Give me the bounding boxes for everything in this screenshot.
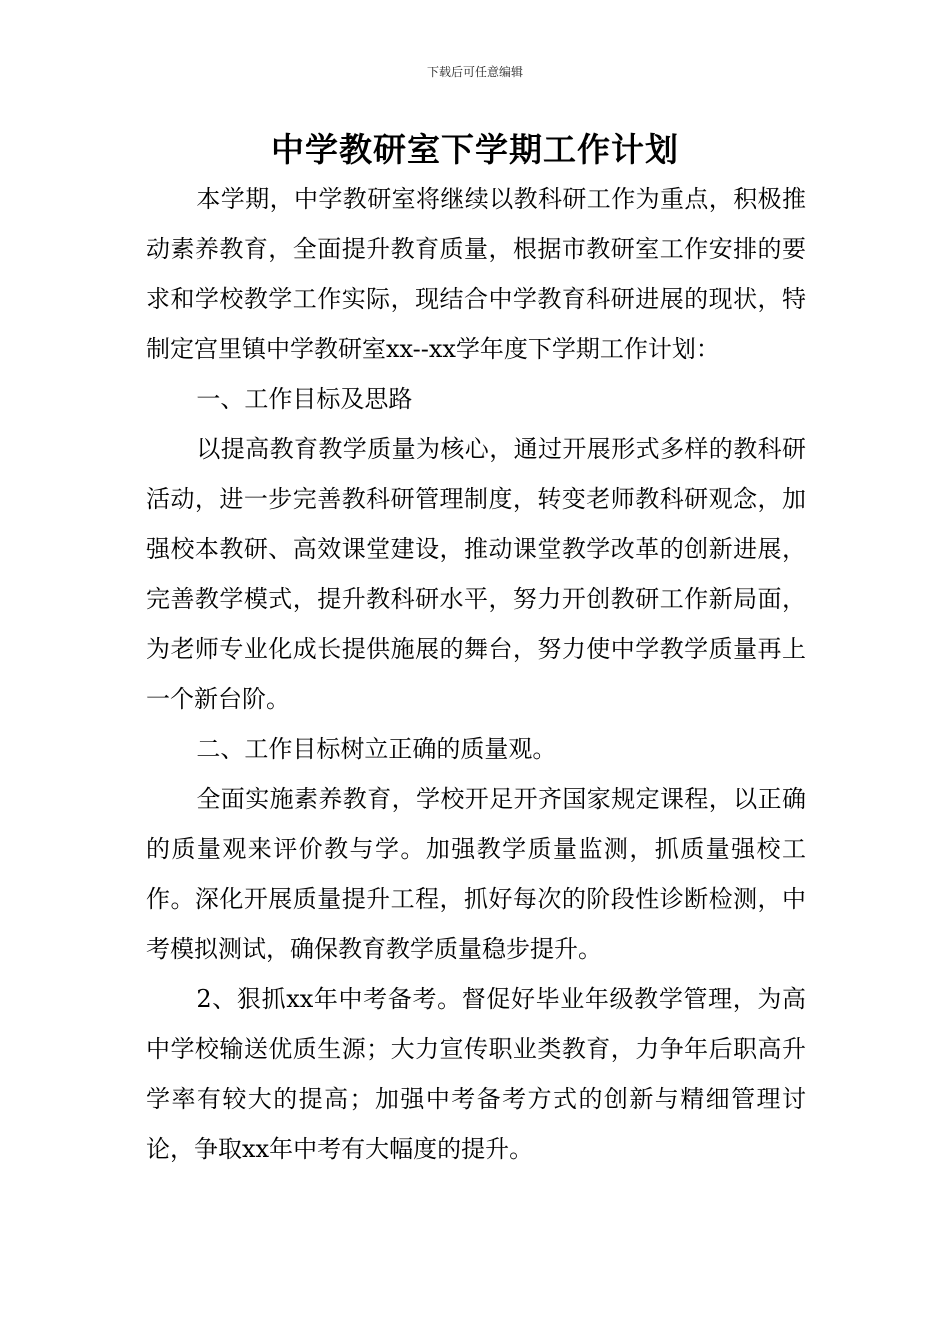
section-heading-quality: 二、工作目标树立正确的质量观。: [196, 735, 557, 763]
intro-paragraph: 本学期，中学教研室将继续以教科研工作为重点，积极推动素养教育，全面提升教育质量，根据市教研室工作安排的要求和学校教学工作实际，现结合中学教育科研进展的现状，特制定宫里镇中学教研室xx--xx学年度下学期工作计划：: [146, 185, 806, 363]
header-note: 下载后可任意编辑: [426, 65, 523, 79]
quality-paragraph: 全面实施素养教育，学校开足开齐国家规定课程，以正确的质量观来评价教与学。加强教学质量监测，抓质量强校工作。深化开展质量提升工程，抓好每次的阶段性诊断检测，中考模拟测试，确保教育教学质量稳步提升。: [146, 785, 806, 963]
section-heading-goals: 一、工作目标及思路: [196, 385, 413, 413]
goals-paragraph: 以提高教育教学质量为核心，通过开展形式多样的教科研活动，进一步完善教科研管理制度，转变老师教科研观念，加强校本教研、高效课堂建设，推动课堂教学改革的创新进展，完善教学模式，提升教科研水平，努力开创教研工作新局面，为老师专业化成长提供施展的舞台，努力使中学教学质量再上一个新台阶。: [146, 435, 806, 713]
document-title: 中学教研室下学期工作计划: [271, 130, 679, 169]
document-body: [146, 174, 806, 1174]
exam-paragraph: 2、狠抓xx年中考备考。督促好毕业年级教学管理，为高中学校输送优质生源；大力宣传职业类教育，力争年后职高升学率有较大的提高；加强中考备考方式的创新与精细管理讨论，争取xx年中考有大幅度的提升。: [146, 985, 806, 1163]
